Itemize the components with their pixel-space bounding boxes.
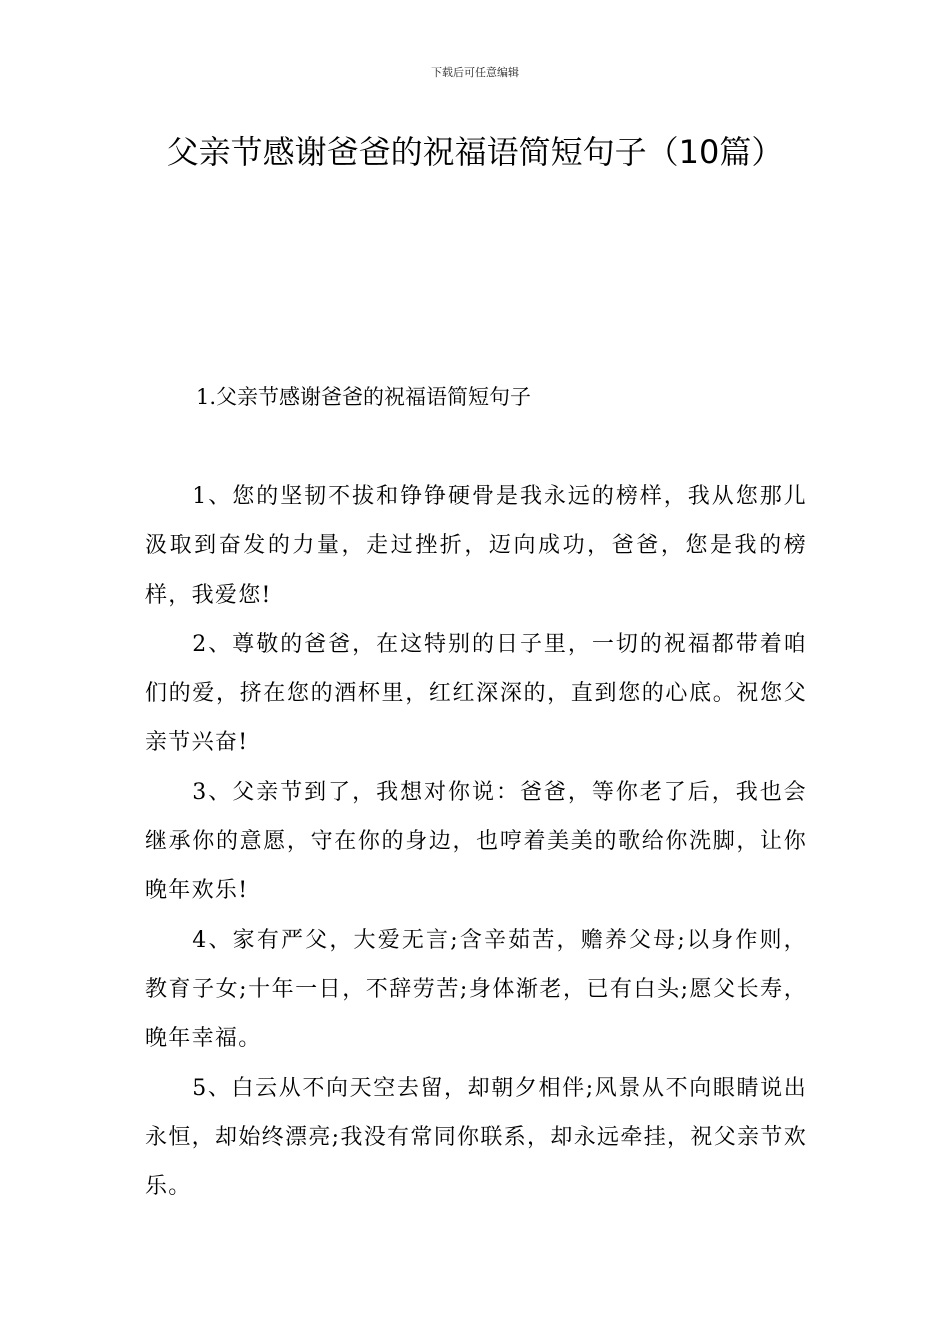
section-heading: 1.父亲节感谢爸爸的祝福语简短句子 xyxy=(196,385,532,409)
paragraph-2: 2、尊敬的爸爸，在这特别的日子里，一切的祝福都带着咱们的爱，挤在您的酒杯里，红红深深的，直到您的心底。祝您父亲节兴奋! xyxy=(145,631,807,756)
paragraph-4: 4、家有严父，大爱无言;含辛茹苦，赡养父母;以身作则，教育子女;十年一日，不辞劳苦;身体渐老，已有白头;愿父长寿，晚年幸福。 xyxy=(145,927,807,1052)
paragraph-3: 3、父亲节到了，我想对你说：爸爸，等你老了后，我也会继承你的意愿，守在你的身边，也哼着美美的歌给你洗脚，让你晚年欢乐! xyxy=(145,779,807,904)
header-note: 下载后可任意编辑 xyxy=(431,66,519,79)
document-body xyxy=(145,472,807,1211)
document-title: 父亲节感谢爸爸的祝福语简短句子（10篇） xyxy=(166,133,784,171)
paragraph-1: 1、您的坚韧不拔和铮铮硬骨是我永远的榜样，我从您那儿汲取到奋发的力量，走过挫折，迈向成功，爸爸，您是我的榜样，我爱您! xyxy=(145,484,807,608)
paragraph-5: 5、白云从不向天空去留，却朝夕相伴;风景从不向眼睛说出永恒，却始终漂亮;我没有常同你联系，却永远牵挂，祝父亲节欢乐。 xyxy=(145,1075,807,1200)
